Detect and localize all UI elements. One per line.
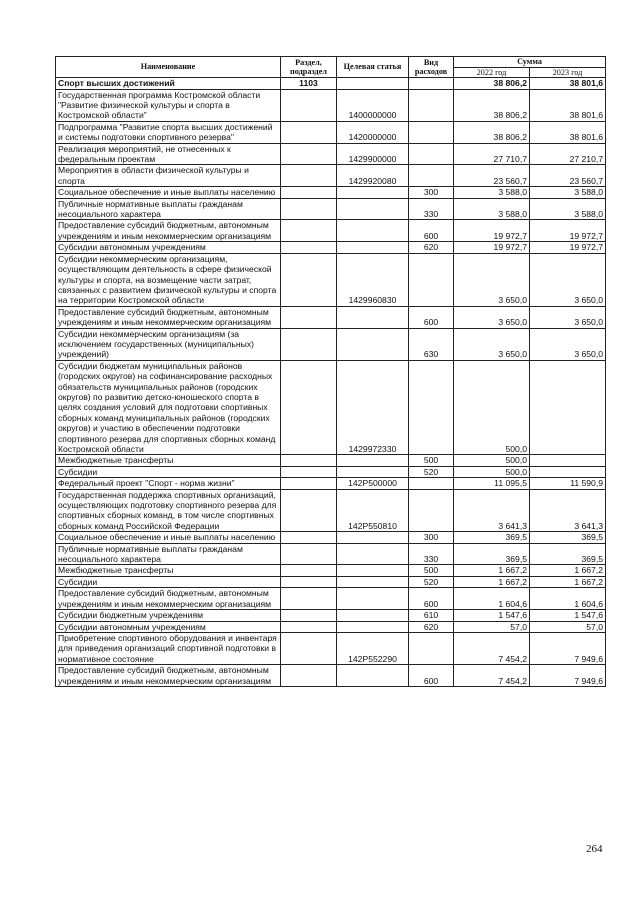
cell-section [281, 242, 337, 253]
cell-target [337, 610, 409, 621]
table-row [56, 198, 606, 220]
cell-type: 330 [409, 543, 454, 565]
table-row [56, 455, 606, 466]
cell-name: Предоставление субсидий бюджетным, автономным учреждениям и иным некоммерческим организациям [56, 220, 281, 242]
header-year-2023: 2023 год [530, 67, 606, 78]
table-row [56, 632, 606, 664]
header-year-2022: 2022 год [454, 67, 530, 78]
cell-section [281, 306, 337, 328]
cell-type: 600 [409, 306, 454, 328]
cell-v1: 369,5 [454, 543, 530, 565]
cell-target [337, 532, 409, 543]
cell-section [281, 187, 337, 198]
cell-name: Субсидии автономным учреждениям [56, 242, 281, 253]
table-row [56, 306, 606, 328]
cell-type [409, 253, 454, 306]
cell-type: 500 [409, 455, 454, 466]
cell-section [281, 532, 337, 543]
cell-type [409, 165, 454, 187]
cell-name: Социальное обеспечение и иные выплаты населению [56, 532, 281, 543]
table-row [56, 665, 606, 687]
cell-target [337, 306, 409, 328]
cell-v1: 57,0 [454, 621, 530, 632]
cell-type [409, 121, 454, 143]
cell-type: 300 [409, 187, 454, 198]
cell-v2: 19 972,7 [530, 220, 606, 242]
table-row [56, 621, 606, 632]
cell-v1: 3 588,0 [454, 198, 530, 220]
cell-v1: 500,0 [454, 455, 530, 466]
cell-name: Реализация мероприятий, не отнесенных к федеральным проектам [56, 143, 281, 165]
cell-target [337, 588, 409, 610]
cell-v2: 19 972,7 [530, 242, 606, 253]
cell-target: 1400000000 [337, 89, 409, 121]
cell-type: 520 [409, 576, 454, 587]
table-row [56, 489, 606, 532]
cell-name: Субсидии бюджетным учреждениям [56, 610, 281, 621]
cell-section [281, 165, 337, 187]
cell-section [281, 632, 337, 664]
cell-section [281, 610, 337, 621]
page-number: 264 [586, 843, 603, 855]
cell-section [281, 121, 337, 143]
cell-target: 1429900000 [337, 143, 409, 165]
cell-v2: 1 667,2 [530, 565, 606, 576]
header-name: Наименование [56, 57, 281, 78]
cell-target: 142P552290 [337, 632, 409, 664]
budget-table [55, 56, 606, 687]
cell-v2 [530, 360, 606, 455]
cell-v2: 3 641,3 [530, 489, 606, 532]
cell-name: Государственная поддержка спортивных организаций, осуществляющих подготовку спортивного резерва для спортивных сборных команд, в том числе спортивных сборных команд Российской Федерации [56, 489, 281, 532]
cell-target [337, 665, 409, 687]
cell-name: Межбюджетные трансферты [56, 565, 281, 576]
table-body [56, 78, 606, 687]
cell-type: 600 [409, 588, 454, 610]
cell-section [281, 588, 337, 610]
cell-type: 620 [409, 242, 454, 253]
cell-name: Субсидии некоммерческим организациям (за исключением государственных (муниципальных) учреждений) [56, 328, 281, 360]
table-row [56, 532, 606, 543]
table-row [56, 220, 606, 242]
cell-section [281, 455, 337, 466]
cell-section [281, 360, 337, 455]
cell-type [409, 360, 454, 455]
cell-v2: 11 590,9 [530, 478, 606, 489]
table-row [56, 543, 606, 565]
cell-target [337, 466, 409, 477]
cell-target [337, 220, 409, 242]
cell-target [337, 242, 409, 253]
cell-type [409, 489, 454, 532]
cell-v1: 3 641,3 [454, 489, 530, 532]
table-row [56, 478, 606, 489]
cell-v2: 57,0 [530, 621, 606, 632]
table-row [56, 576, 606, 587]
cell-name: Межбюджетные трансферты [56, 455, 281, 466]
cell-section [281, 478, 337, 489]
cell-section [281, 489, 337, 532]
table-row [56, 242, 606, 253]
cell-section: 1103 [281, 78, 337, 89]
cell-name: Приобретение спортивного оборудования и инвентаря для приведения организаций спортивной подготовки в нормативное состояние [56, 632, 281, 664]
cell-name: Субсидии автономным учреждениям [56, 621, 281, 632]
cell-target: 1429920080 [337, 165, 409, 187]
table-row [56, 588, 606, 610]
cell-type: 630 [409, 328, 454, 360]
table-row [56, 253, 606, 306]
table-row [56, 78, 606, 89]
cell-v1: 3 650,0 [454, 306, 530, 328]
cell-v1: 1 604,6 [454, 588, 530, 610]
cell-v2 [530, 455, 606, 466]
cell-name: Субсидии [56, 576, 281, 587]
cell-type [409, 78, 454, 89]
cell-target [337, 455, 409, 466]
cell-section [281, 543, 337, 565]
cell-type: 330 [409, 198, 454, 220]
cell-name: Федеральный проект "Спорт - норма жизни" [56, 478, 281, 489]
table-row [56, 360, 606, 455]
cell-v2: 369,5 [530, 543, 606, 565]
cell-v2: 369,5 [530, 532, 606, 543]
cell-v2: 27 210,7 [530, 143, 606, 165]
cell-v2: 3 588,0 [530, 187, 606, 198]
cell-name: Социальное обеспечение и иные выплаты населению [56, 187, 281, 198]
cell-target: 1429960830 [337, 253, 409, 306]
table-row [56, 187, 606, 198]
cell-v1: 7 454,2 [454, 632, 530, 664]
cell-v1: 369,5 [454, 532, 530, 543]
cell-v1: 11 095,5 [454, 478, 530, 489]
cell-target: 142P500000 [337, 478, 409, 489]
cell-v1: 38 806,2 [454, 121, 530, 143]
cell-name: Субсидии некоммерческим организациям, осуществляющим деятельность в сфере физической культуры и спорта, на возмещение части затрат, связанных с развитием физической культуры и спорта на территории Костромской области [56, 253, 281, 306]
cell-section [281, 565, 337, 576]
cell-v1: 500,0 [454, 466, 530, 477]
header-section: Раздел, подраздел [281, 57, 337, 78]
cell-v1: 7 454,2 [454, 665, 530, 687]
cell-v1: 38 806,2 [454, 89, 530, 121]
cell-type [409, 89, 454, 121]
cell-v1: 38 806,2 [454, 78, 530, 89]
cell-v1: 1 547,6 [454, 610, 530, 621]
cell-v2: 1 604,6 [530, 588, 606, 610]
table-row [56, 89, 606, 121]
cell-section [281, 466, 337, 477]
cell-v1: 3 588,0 [454, 187, 530, 198]
cell-name: Субсидии [56, 466, 281, 477]
cell-target [337, 198, 409, 220]
cell-section [281, 220, 337, 242]
cell-target: 1420000000 [337, 121, 409, 143]
cell-type [409, 478, 454, 489]
cell-v1: 1 667,2 [454, 565, 530, 576]
table-row [56, 121, 606, 143]
cell-v1: 500,0 [454, 360, 530, 455]
cell-section [281, 665, 337, 687]
cell-v1: 1 667,2 [454, 576, 530, 587]
cell-section [281, 576, 337, 587]
cell-v2: 7 949,6 [530, 665, 606, 687]
cell-v2: 3 650,0 [530, 328, 606, 360]
cell-v2: 38 801,6 [530, 121, 606, 143]
cell-section [281, 198, 337, 220]
cell-type: 500 [409, 565, 454, 576]
cell-type [409, 143, 454, 165]
cell-v1: 19 972,7 [454, 242, 530, 253]
cell-name: Спорт высших достижений [56, 78, 281, 89]
cell-v2: 38 801,6 [530, 78, 606, 89]
cell-target [337, 576, 409, 587]
cell-v1: 27 710,7 [454, 143, 530, 165]
cell-v1: 23 560,7 [454, 165, 530, 187]
cell-target [337, 543, 409, 565]
cell-type: 520 [409, 466, 454, 477]
cell-section [281, 253, 337, 306]
header-type: Вид расходов [409, 57, 454, 78]
cell-name: Предоставление субсидий бюджетным, автономным учреждениям и иным некоммерческим организациям [56, 665, 281, 687]
cell-name: Мероприятия в области физической культуры и спорта [56, 165, 281, 187]
cell-v2: 7 949,6 [530, 632, 606, 664]
table-header [56, 57, 606, 78]
cell-name: Публичные нормативные выплаты гражданам несоциального характера [56, 543, 281, 565]
cell-section [281, 89, 337, 121]
cell-v2: 3 650,0 [530, 306, 606, 328]
cell-type: 610 [409, 610, 454, 621]
cell-section [281, 328, 337, 360]
cell-name: Государственная программа Костромской области "Развитие физической культуры и спорта в Костромской области" [56, 89, 281, 121]
cell-target [337, 78, 409, 89]
table-row [56, 143, 606, 165]
cell-name: Публичные нормативные выплаты гражданам несоциального характера [56, 198, 281, 220]
cell-v1: 3 650,0 [454, 328, 530, 360]
header-target: Целевая статья [337, 57, 409, 78]
cell-name: Предоставление субсидий бюджетным, автономным учреждениям и иным некоммерческим организациям [56, 306, 281, 328]
cell-target [337, 565, 409, 576]
cell-name: Подпрограмма "Развитие спорта высших достижений и системы подготовки спортивного резерва" [56, 121, 281, 143]
cell-type: 600 [409, 220, 454, 242]
cell-v2: 1 547,6 [530, 610, 606, 621]
cell-v2: 3 650,0 [530, 253, 606, 306]
cell-target [337, 621, 409, 632]
cell-v2: 23 560,7 [530, 165, 606, 187]
cell-section [281, 143, 337, 165]
table-row [56, 610, 606, 621]
cell-v1: 19 972,7 [454, 220, 530, 242]
cell-section [281, 621, 337, 632]
cell-v1: 3 650,0 [454, 253, 530, 306]
cell-v2: 38 801,6 [530, 89, 606, 121]
cell-type: 620 [409, 621, 454, 632]
cell-v2 [530, 466, 606, 477]
table-row [56, 328, 606, 360]
table-row [56, 565, 606, 576]
cell-v2: 3 588,0 [530, 198, 606, 220]
table-row [56, 165, 606, 187]
cell-type [409, 632, 454, 664]
cell-name: Субсидии бюджетам муниципальных районов (городских округов) на софинансирование расходных обязательств муниципальных районов (городских округов) по развитию детско-юношеского спорта в целях создания условий для подготовки спортивных сборных команд муниципальных районов (городских округов) и участию в обеспечении подготовки спортивного резерва для спортивных сборных команд Костромской области [56, 360, 281, 455]
cell-target: 142P550810 [337, 489, 409, 532]
cell-target [337, 328, 409, 360]
cell-v2: 1 667,2 [530, 576, 606, 587]
header-sum: Сумма [454, 57, 606, 68]
cell-name: Предоставление субсидий бюджетным, автономным учреждениям и иным некоммерческим организациям [56, 588, 281, 610]
cell-target [337, 187, 409, 198]
table-row [56, 466, 606, 477]
cell-type: 300 [409, 532, 454, 543]
cell-target: 1429972330 [337, 360, 409, 455]
cell-type: 600 [409, 665, 454, 687]
